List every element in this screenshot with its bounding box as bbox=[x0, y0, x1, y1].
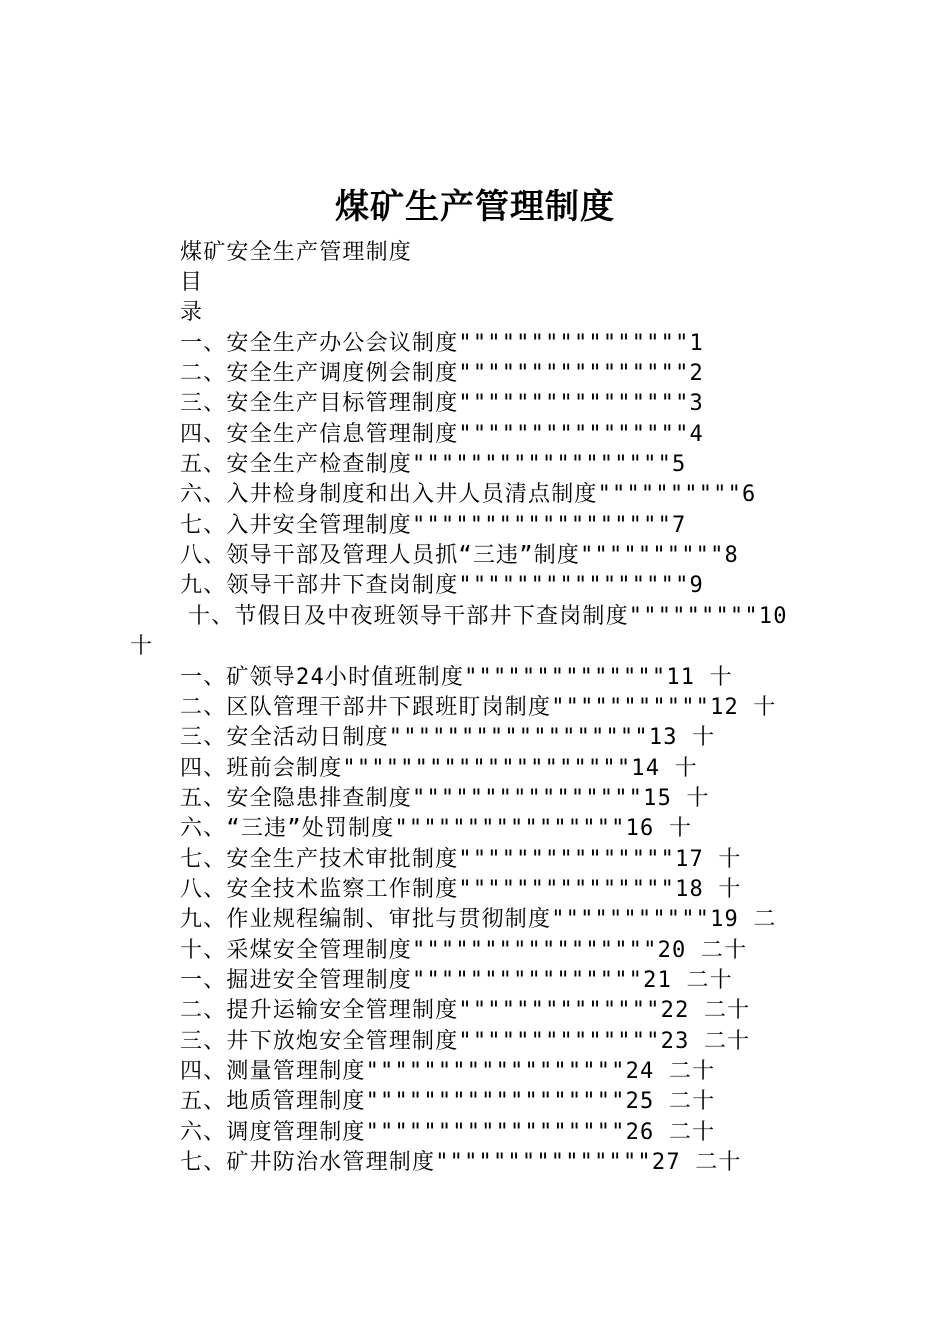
table-of-contents bbox=[0, 238, 950, 1175]
toc-entry: 七、矿井防治水管理制度"""""""""""""""27 二十 bbox=[180, 1150, 742, 1175]
toc-entry: 四、测量管理制度""""""""""""""""""24 二十 bbox=[180, 1059, 716, 1084]
toc-entry: 九、作业规程编制、审批与贯彻制度"""""""""""19 二 bbox=[180, 907, 777, 932]
toc-entry: 一、安全生产办公会议制度""""""""""""""""1 bbox=[180, 331, 704, 356]
toc-entry: 八、安全技术监察工作制度"""""""""""""""18 十 bbox=[180, 877, 742, 902]
toc-entry: 八、领导干部及管理人员抓“三违”制度""""""""""8 bbox=[180, 543, 739, 568]
toc-entry: 十、节假日及中夜班领导干部井下查岗制度"""""""""10 bbox=[188, 604, 788, 629]
toc-entry: 三、井下放炮安全管理制度""""""""""""""23 二十 bbox=[180, 1029, 751, 1054]
toc-entry: 一、矿领导24小时值班制度""""""""""""""11 十 bbox=[180, 665, 733, 690]
toc-entry: 一、掘进安全管理制度""""""""""""""""21 二十 bbox=[180, 968, 733, 993]
toc-entry: 九、领导干部井下查岗制度""""""""""""""""9 bbox=[180, 573, 704, 598]
toc-entry-continuation: 十 bbox=[130, 634, 154, 659]
toc-entry: 六、调度管理制度""""""""""""""""""26 二十 bbox=[180, 1120, 716, 1145]
toc-entry: 五、地质管理制度""""""""""""""""""25 二十 bbox=[180, 1089, 716, 1114]
toc-entry: 三、安全生产目标管理制度""""""""""""""""3 bbox=[180, 391, 704, 416]
toc-entry: 三、安全活动日制度""""""""""""""""""13 十 bbox=[180, 725, 716, 750]
toc-heading-lu: 录 bbox=[180, 300, 204, 325]
toc-entry: 二、提升运输安全管理制度""""""""""""""22 二十 bbox=[180, 998, 751, 1023]
toc-heading-mu: 目 bbox=[180, 270, 204, 295]
toc-entry: 五、安全生产检查制度""""""""""""""""""5 bbox=[180, 452, 687, 477]
toc-entry: 七、安全生产技术审批制度"""""""""""""""17 十 bbox=[180, 847, 742, 872]
toc-entry: 四、班前会制度""""""""""""""""""""14 十 bbox=[180, 756, 698, 781]
toc-entry: 六、入井检身制度和出入井人员清点制度""""""""""6 bbox=[180, 482, 757, 507]
toc-entry: 四、安全生产信息管理制度""""""""""""""""4 bbox=[180, 422, 704, 447]
toc-entry: 二、区队管理干部井下跟班盯岗制度"""""""""""12 十 bbox=[180, 695, 777, 720]
toc-entry: 五、安全隐患排查制度""""""""""""""""15 十 bbox=[180, 786, 710, 811]
toc-entry: 十、采煤安全管理制度"""""""""""""""""20 二十 bbox=[180, 938, 748, 963]
document-subtitle: 煤矿安全生产管理制度 bbox=[180, 240, 413, 265]
toc-entry: 七、入井安全管理制度""""""""""""""""""7 bbox=[180, 513, 687, 538]
toc-entry: 二、安全生产调度例会制度""""""""""""""""2 bbox=[180, 361, 704, 386]
toc-entry: 六、“三违”处罚制度""""""""""""""""16 十 bbox=[180, 816, 693, 841]
document-title: 煤矿生产管理制度 bbox=[335, 187, 615, 227]
